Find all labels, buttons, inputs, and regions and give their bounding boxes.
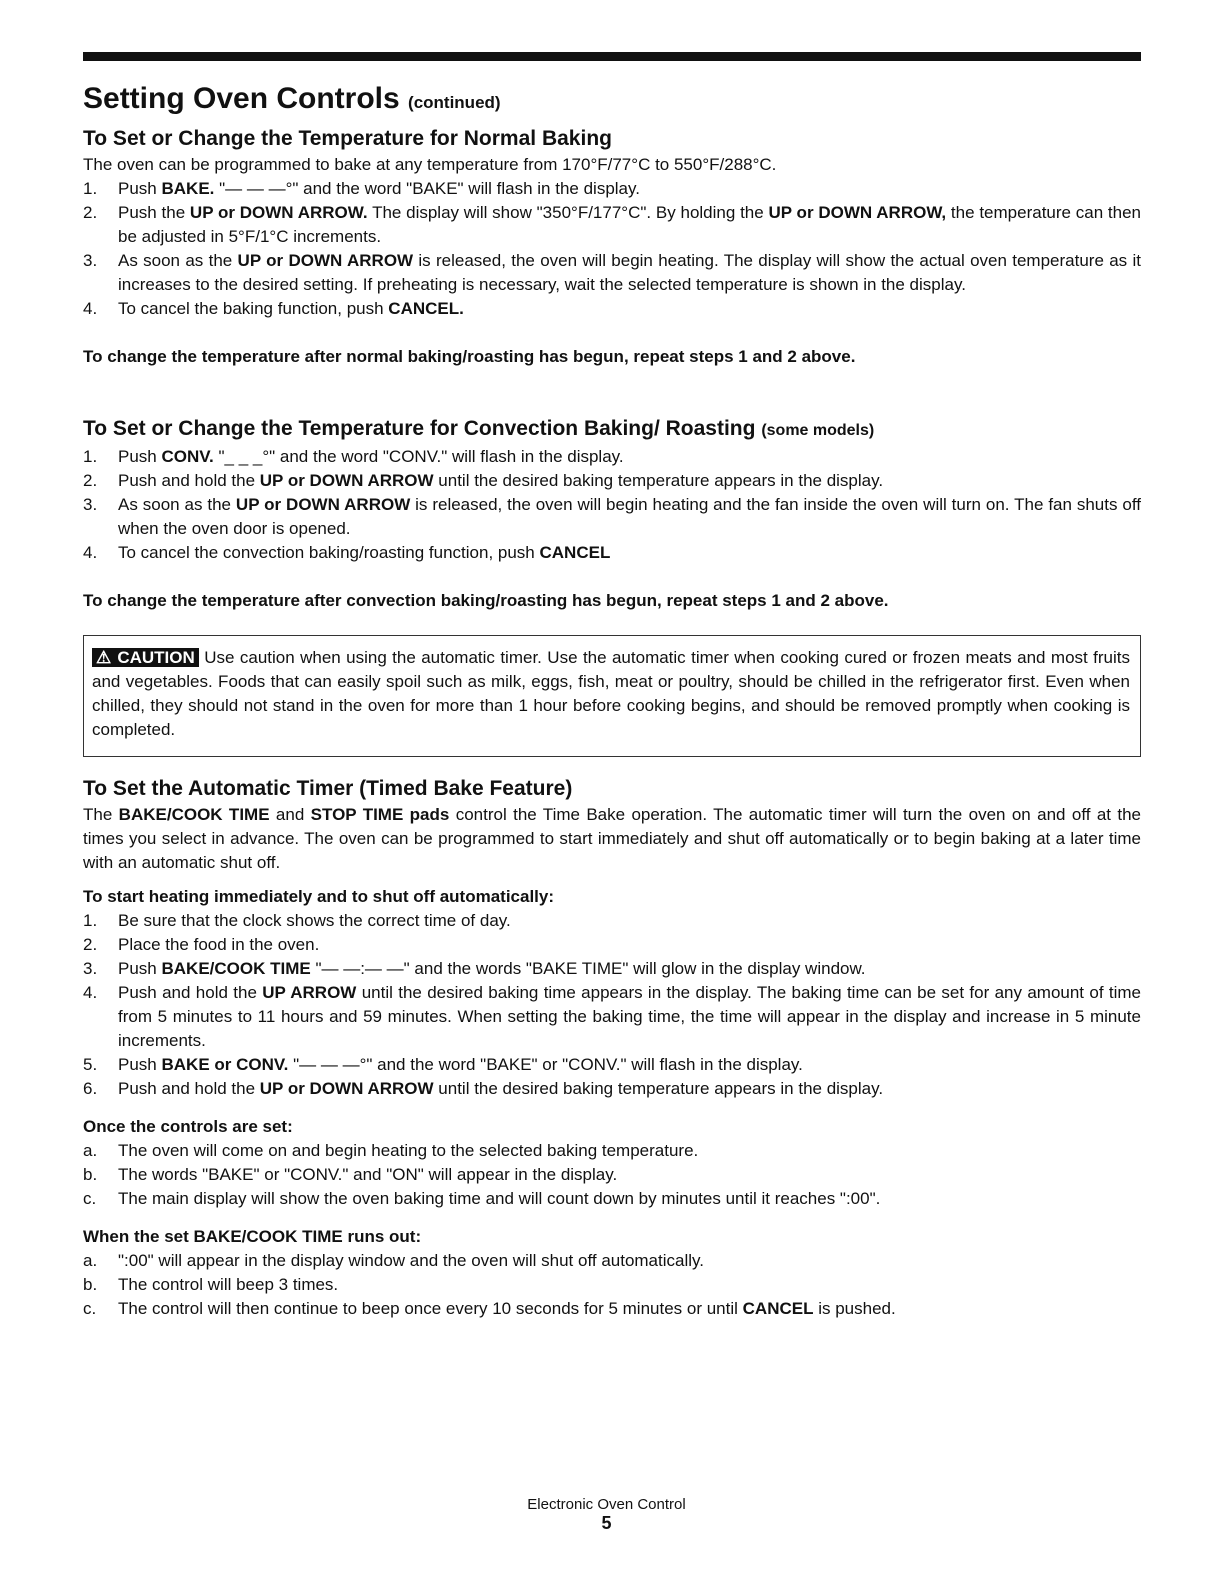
list-item [83, 1297, 1141, 1321]
list-item [83, 1273, 1141, 1297]
section-convection-baking [83, 415, 1141, 613]
list-item-number: 4. [83, 299, 98, 318]
list-item-number: 1. [83, 911, 98, 930]
caution-badge: ⚠ CAUTION [92, 648, 199, 667]
list-item-text: The main display will show the oven baking time and will count down by minutes until it reaches ":00". [118, 1189, 881, 1208]
list-item-number: a. [83, 1141, 98, 1160]
steps-list [83, 445, 1141, 565]
intro-text: The oven can be programmed to bake at any temperature from 170°F/77°C to 550°F/288°C. [83, 155, 777, 174]
list-item-text: The control will then continue to beep once every 10 seconds for 5 minutes or until CANCEL is pushed. [118, 1299, 896, 1318]
caution-box [83, 635, 1141, 757]
list-item-text: As soon as the UP or DOWN ARROW is released, the oven will begin heating and the fan inside the oven will turn on. The fan shuts off when the oven door is opened. [118, 495, 1141, 538]
footer-label: Electronic Oven Control [527, 1496, 686, 1513]
section-heading: To Set or Change the Temperature for Normal Baking [83, 127, 612, 150]
section-heading: To Set the Automatic Timer (Timed Bake Feature) [83, 777, 573, 800]
list-item [83, 201, 1141, 249]
list-item-text: Push BAKE. "— — —°" and the word "BAKE" will flash in the display. [118, 179, 640, 198]
list-item-number: 2. [83, 203, 98, 222]
list-item [83, 933, 1141, 957]
list-item-number: b. [83, 1165, 98, 1184]
page-number: 5 [601, 1513, 612, 1533]
list-item [83, 469, 1141, 493]
list-item-text: Push and hold the UP or DOWN ARROW until the desired baking temperature appears in the display. [118, 471, 884, 490]
list-item [83, 297, 1141, 321]
list-item-number: 1. [83, 447, 98, 466]
list-item [83, 445, 1141, 469]
list-item-number: 1. [83, 179, 98, 198]
list-item-number: a. [83, 1251, 98, 1270]
list-item-number: c. [83, 1189, 97, 1208]
list-item-text: To cancel the convection baking/roasting function, push CANCEL [118, 543, 611, 562]
section-note: To change the temperature after normal baking/roasting has begun, repeat steps 1 and 2 above. [83, 347, 856, 366]
subheading: When the set BAKE/COOK TIME runs out: [83, 1227, 422, 1246]
list-item [83, 1249, 1141, 1273]
section-normal-baking [83, 125, 1141, 369]
list-item [83, 493, 1141, 541]
list-item-text: Push the UP or DOWN ARROW. The display will show "350°F/177°C". By holding the UP or DOWN ARROW, the temperature can then be adjusted in 5°F/1°C increments. [118, 203, 1142, 246]
list-item-text: Push BAKE or CONV. "— — —°" and the word "BAKE" or "CONV." will flash in the display. [118, 1055, 803, 1074]
list-item [83, 909, 1141, 933]
list-item-number: 6. [83, 1079, 98, 1098]
list-item-number: b. [83, 1275, 98, 1294]
list-item-text: The oven will come on and begin heating to the selected baking temperature. [118, 1141, 699, 1160]
list-item-number: 5. [83, 1055, 98, 1074]
runout-list [83, 1249, 1141, 1321]
list-item-number: 4. [83, 983, 98, 1002]
list-item-text: Push BAKE/COOK TIME "— —:— —" and the words "BAKE TIME" will glow in the display window. [118, 959, 866, 978]
list-item [83, 1187, 1141, 1211]
list-item [83, 1163, 1141, 1187]
list-item [83, 249, 1141, 297]
list-item-number: 2. [83, 935, 98, 954]
section-note: To change the temperature after convection baking/roasting has begun, repeat steps 1 and 2 above. [83, 591, 889, 610]
page [83, 52, 1141, 1321]
set-list [83, 1139, 1141, 1211]
list-item [83, 1077, 1141, 1101]
list-item-text: To cancel the baking function, push CANCEL. [118, 299, 464, 318]
list-item-text: Place the food in the oven. [118, 935, 320, 954]
list-item-number: 3. [83, 959, 98, 978]
list-item-text: The control will beep 3 times. [118, 1275, 339, 1294]
list-item [83, 541, 1141, 565]
list-item [83, 177, 1141, 201]
list-item-text: Push and hold the UP ARROW until the desired baking time appears in the display. The baking time can be set for any amount of time from 5 minutes to 11 hours and 59 minutes. When setting the baking time, the time will appear in the display and increase in 5 minute increments. [118, 983, 1141, 1050]
section-heading: To Set or Change the Temperature for Convection Baking/ Roasting (some models) [83, 417, 875, 440]
subheading: To start heating immediately and to shut off automatically: [83, 887, 555, 906]
subheading: Once the controls are set: [83, 1117, 293, 1136]
footer [0, 1496, 1213, 1534]
list-item-text: ":00" will appear in the display window and the oven will shut off automatically. [118, 1251, 704, 1270]
list-item [83, 981, 1141, 1053]
list-item [83, 1139, 1141, 1163]
caution-text: Use caution when using the automatic timer. Use the automatic timer when cooking cured or frozen meats and most fruits and vegetables. Foods that can easily spoil such as milk, eggs, fish, meat or poultry, should be chilled in the refrigerator first. Even when chilled, they should not stand in the oven for more than 1 hour before cooking begins, and should be removed promptly when cooking is completed. [92, 648, 1130, 739]
list-item-text: The words "BAKE" or "CONV." and "ON" will appear in the display. [118, 1165, 618, 1184]
intro-text: The BAKE/COOK TIME and STOP TIME pads control the Time Bake operation. The automatic timer will turn the oven on and off at the times you select in advance. The oven can be programmed to start immediately and shut off automatically or to begin baking at a later time with an automatic shut off. [83, 805, 1141, 872]
list-item-text: Push CONV. "_ _ _°" and the word "CONV." will flash in the display. [118, 447, 624, 466]
list-item-number: 2. [83, 471, 98, 490]
steps-list [83, 909, 1141, 1101]
steps-list [83, 177, 1141, 321]
list-item [83, 957, 1141, 981]
list-item [83, 1053, 1141, 1077]
list-item-number: 3. [83, 251, 98, 270]
list-item-text: Push and hold the UP or DOWN ARROW until the desired baking temperature appears in the display. [118, 1079, 884, 1098]
section-automatic-timer [83, 775, 1141, 1321]
list-item-text: Be sure that the clock shows the correct time of day. [118, 911, 511, 930]
list-item-number: 4. [83, 543, 98, 562]
list-item-number: 3. [83, 495, 98, 514]
page-title: Setting Oven Controls (continued) [83, 82, 501, 115]
top-rule [83, 52, 1141, 61]
list-item-number: c. [83, 1299, 97, 1318]
list-item-text: As soon as the UP or DOWN ARROW is released, the oven will begin heating. The display will show the actual oven temperature as it increases to the desired setting. If preheating is necessary, wait the selected temperature is shown in the display. [118, 251, 1141, 294]
